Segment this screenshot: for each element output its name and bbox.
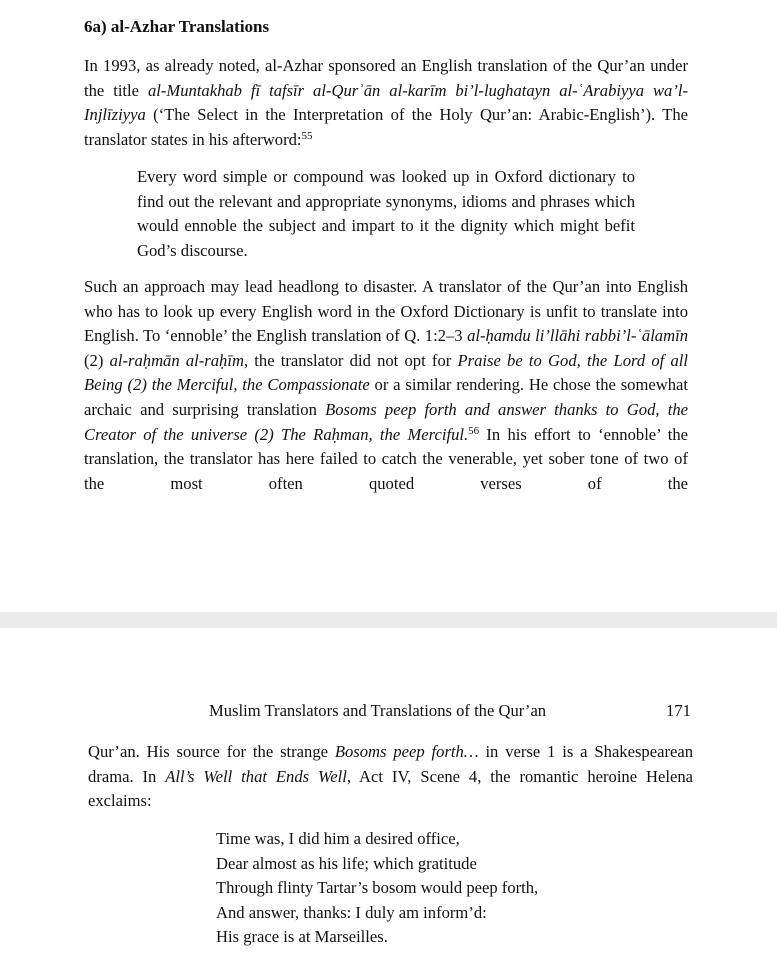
para-2-text-2: (2) xyxy=(84,350,110,370)
para-2-text-4: or a similar rendering. He chose the somewhat archaic and surprising translation xyxy=(84,375,688,419)
page-separator xyxy=(0,612,777,628)
paragraph-1 xyxy=(84,54,688,152)
para-3-play-title-italic: All’s Well that Ends Well xyxy=(165,766,347,786)
para-1-text-2: (‘The Select in the Interpretation of the Holy Qur’an: Arabic-English’). The translator states in his afterword: xyxy=(84,105,688,149)
para-3-text-3: , Act IV, Scene 4, the romantic heroine Helena exclaims: xyxy=(88,766,693,811)
para-2-arabic-italic-1: al-ḥamdu li’llāhi rabbi’l-ʿālamīn xyxy=(467,326,688,346)
paragraph-3 xyxy=(88,740,693,814)
para-3-text-1: Qur’an. His source for the strange xyxy=(88,742,335,761)
verse-quote xyxy=(216,827,538,950)
verse-line-4: And answer, thanks: I duly am inform’d: xyxy=(216,902,487,922)
paragraph-2 xyxy=(84,275,688,496)
verse-line-1: Time was, I did him a desired office, xyxy=(216,829,460,848)
para-2-rendering-italic: Praise be to God, the Lord of all Being (2) the Merciful, the Compassionate xyxy=(84,350,688,395)
verse-line-2: Dear almost as his life; which gratitude xyxy=(216,853,477,873)
para-2-text-3: , the translator did not opt for xyxy=(243,350,458,370)
para-2-translation-italic: Bosoms peep forth and answer thanks to God, the Creator of the universe (2) The Raḥman, the Merciful. xyxy=(84,399,688,444)
footnote-56: 56 xyxy=(468,424,480,437)
verse-line-3: Through flinty Tartar’s bosom would peep forth, xyxy=(216,878,539,898)
para-3-text-2: in verse 1 is a Shakespearean drama. In xyxy=(88,742,694,786)
para-2-text-1: Such an approach may lead headlong to disaster. A translator of the Qur’an into English who has to look up every English word in the Oxford Dictionary is unfit to translate into English. To ‘ennoble’ the English translation of Q. 1:2–3 xyxy=(84,277,688,346)
para-2-arabic-italic-2: al-raḥmān al-raḥīm xyxy=(109,350,244,370)
page-number: 171 xyxy=(666,701,691,720)
block-quote: Every word simple or compound was looked up in Oxford dictionary to find out the relevant and appropriate synonyms, idioms and phrases which would ennoble the subject and impart to it the dignity which might befit God’s discourse. xyxy=(137,167,635,260)
para-2-text-5: In his effort to ‘ennoble’ the translation, the translator has here failed to catch the venerable, yet sober tone of two of the most often quoted verses of the xyxy=(84,424,689,493)
verse-line-5: His grace is at Marseilles. xyxy=(216,927,388,947)
bottom-page xyxy=(0,628,777,960)
footnote-55: 55 xyxy=(301,129,313,142)
para-1-text-1: In 1993, as already noted, al-Azhar sponsored an English translation of the Qur’an under the title xyxy=(84,56,688,100)
para-3-quote-italic: Bosoms peep forth… xyxy=(334,742,479,761)
running-head xyxy=(0,699,777,723)
running-title: Muslim Translators and Translations of the Qur’an xyxy=(209,701,547,720)
section-heading: 6a) al-Azhar Translations xyxy=(84,17,270,36)
para-1-title-italic: al-Muntakhab fī tafsīr al-Qurʾān al-karīm bi’l-lughatayn al-ʿArabiyya wa’l-Injlīziyya xyxy=(84,80,688,125)
